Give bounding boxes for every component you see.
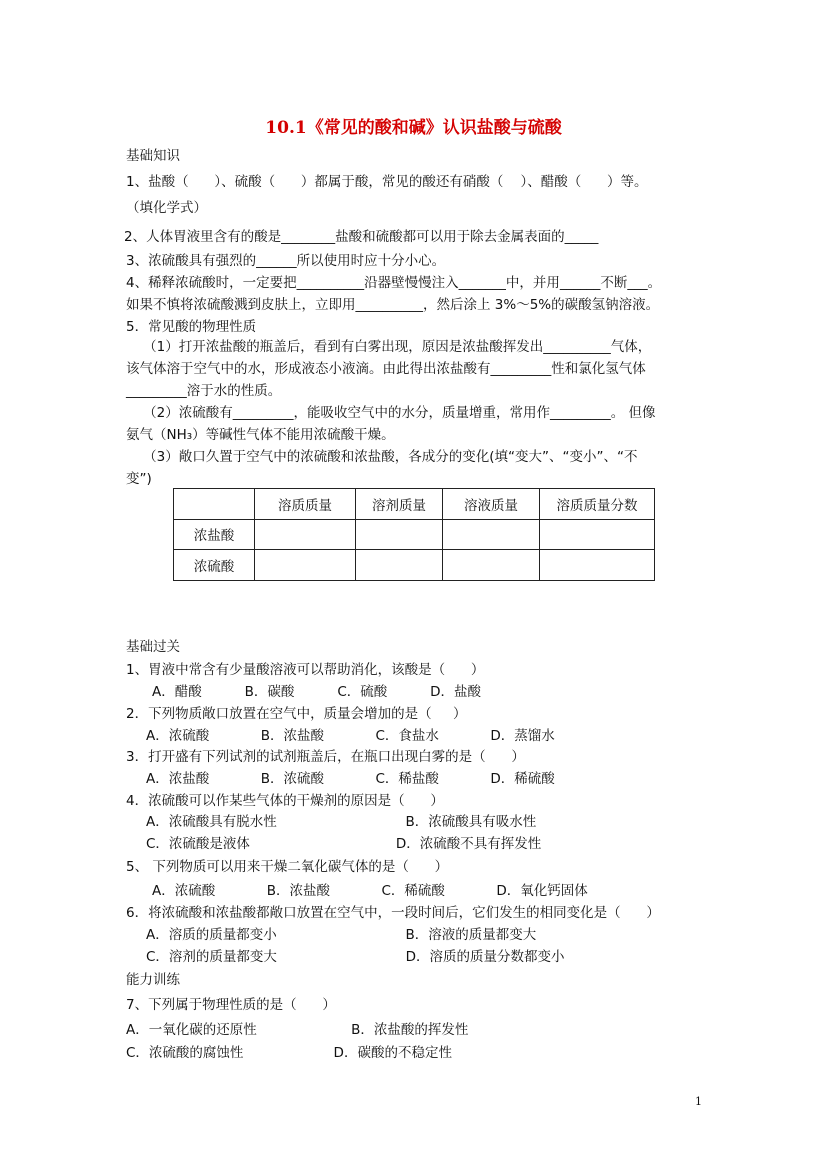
question-line: 氨气（NH₃）等碱性气体不能用浓硫酸干燥。 <box>126 427 395 443</box>
option-line: A．溶质的质量都变小 B．溶液的质量都变大 <box>146 927 537 943</box>
table-cell <box>540 550 655 581</box>
table-cell <box>356 519 443 550</box>
question-line: 1、盐酸（ ）、硫酸（ ）都属于酸，常见的酸还有硝酸（ ）、醋酸（ ）等。 <box>126 174 648 190</box>
table-header-row <box>174 489 655 520</box>
question-line: 4、稀释浓硫酸时，一定要把__________沿器壁慢慢注入_______中，并用______不断___。 <box>126 275 662 291</box>
question-line: 该气体溶于空气中的水，形成液态小液滴。由此得出浓盐酸有_________性和氯化氢气体 <box>126 361 646 377</box>
table-header-cell: 溶液质量 <box>443 489 540 520</box>
option-line: A．浓硫酸 B．浓盐酸 C．稀硫酸 D．氧化钙固体 <box>152 883 588 899</box>
table-cell <box>443 519 540 550</box>
question-line: 6．将浓硫酸和浓盐酸都敞口放置在空气中，一段时间后，它们发生的相同变化是（ ） <box>126 905 660 921</box>
option-line: A．一氧化碳的还原性 B．浓盐酸的挥发性 <box>126 1022 469 1038</box>
section-heading-ability-training: 能力训练 <box>126 972 180 988</box>
table-cell <box>540 519 655 550</box>
option-line: A．浓硫酸具有脱水性 B．浓硫酸具有吸水性 <box>146 814 537 830</box>
question-line: 如果不慎将浓硫酸溅到皮肤上，立即用__________，然后涂上 3%～5%的碳酸氢钠溶液。 <box>126 297 660 313</box>
question-line: 3、浓硫酸具有强烈的______所以使用时应十分小心。 <box>126 253 446 269</box>
question-line: 7、下列属于物理性质的是（ ） <box>126 997 336 1013</box>
question-line: 4．浓硫酸可以作某些气体的干燥剂的原因是（ ） <box>126 793 444 809</box>
table-header-cell: 溶剂质量 <box>356 489 443 520</box>
change-table <box>173 488 655 581</box>
table-row-label: 浓盐酸 <box>174 519 255 550</box>
option-line: A．浓硫酸 B．浓盐酸 C．食盐水 D．蒸馏水 <box>146 728 555 744</box>
question-line: 3．打开盛有下列试剂的试剂瓶盖后，在瓶口出现白雾的是（ ） <box>126 749 525 765</box>
option-line: A．浓盐酸 B．浓硫酸 C．稀盐酸 D．稀硫酸 <box>146 771 555 787</box>
option-line: C．溶剂的质量都变大 D．溶质的质量分数都变小 <box>146 949 565 965</box>
question-line: 5．常见酸的物理性质 <box>126 319 257 335</box>
section-heading-basic-knowledge: 基础知识 <box>126 148 180 164</box>
question-line: 2．下列物质敞口放置在空气中，质量会增加的是（ ） <box>126 706 467 722</box>
question-line: （填化学式） <box>126 200 207 216</box>
table-cell <box>356 550 443 581</box>
table-header-cell: 溶质质量 <box>255 489 356 520</box>
table-cell <box>443 550 540 581</box>
page-number: 1 <box>695 1095 702 1108</box>
document-title: 10.1《常见的酸和碱》认识盐酸与硫酸 <box>265 118 562 138</box>
table-cell <box>255 519 356 550</box>
question-line: 1、胃液中常含有少量酸溶液可以帮助消化，该酸是（ ） <box>126 662 485 678</box>
question-line: （2）浓硫酸有_________，能吸收空气中的水分，质量增重，常用作_________。 但像 <box>126 405 656 421</box>
section-heading-basic-check: 基础过关 <box>126 639 180 655</box>
table-row <box>174 519 655 550</box>
table-row-label: 浓硫酸 <box>174 550 255 581</box>
table-row <box>174 550 655 581</box>
question-line: （1）打开浓盐酸的瓶盖后，看到有白雾出现，原因是浓盐酸挥发出__________气体， <box>126 339 652 355</box>
table-header-cell: 溶质质量分数 <box>540 489 655 520</box>
question-line: 5、 下列物质可以用来干燥二氧化碳气体的是（ ） <box>126 859 449 875</box>
table-cell <box>255 550 356 581</box>
option-line: C．浓硫酸是液体 D．浓硫酸不具有挥发性 <box>146 836 542 852</box>
table-header-cell <box>174 489 255 520</box>
option-line: A．醋酸 B．碳酸 C．硫酸 D．盐酸 <box>152 684 482 700</box>
question-line: 2、人体胃液里含有的酸是________盐酸和硫酸都可以用于除去金属表面的_____ <box>124 229 599 245</box>
question-line: _________溶于水的性质。 <box>126 383 282 399</box>
question-line: 变”) <box>126 471 152 487</box>
option-line: C．浓硫酸的腐蚀性 D．碳酸的不稳定性 <box>126 1045 452 1061</box>
question-line: （3）敞口久置于空气中的浓硫酸和浓盐酸，各成分的变化(填“变大”、“变小”、“不 <box>126 449 638 465</box>
